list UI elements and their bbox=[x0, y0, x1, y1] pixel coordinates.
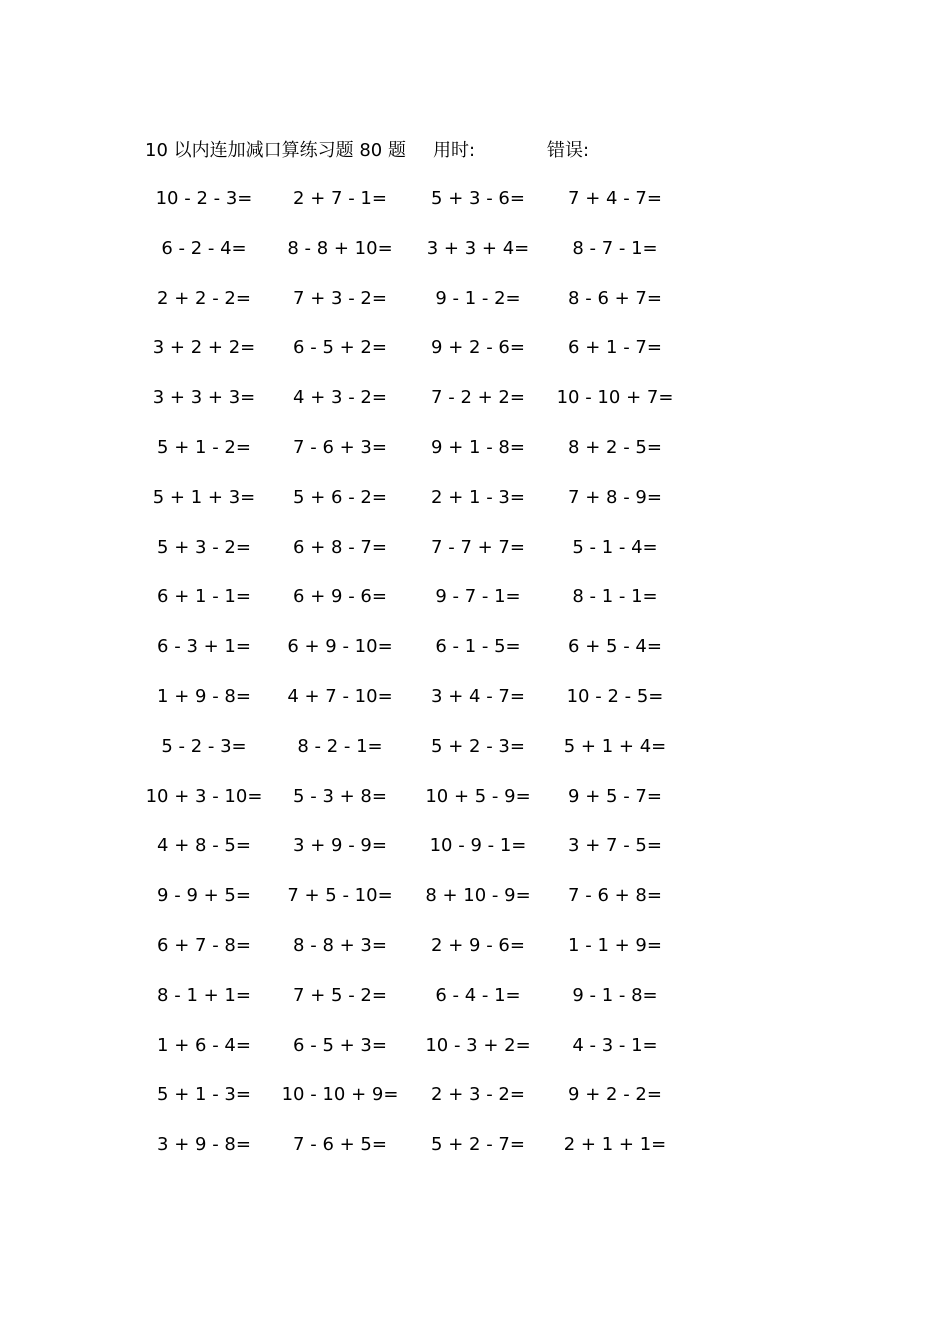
arithmetic-problem: 10 - 2 - 5= bbox=[566, 685, 664, 707]
arithmetic-problem: 3 + 3 + 3= bbox=[152, 387, 256, 409]
arithmetic-problem: 6 + 7 - 8= bbox=[157, 934, 251, 956]
arithmetic-problem: 3 + 9 - 9= bbox=[293, 835, 387, 857]
problem-row bbox=[0, 435, 950, 485]
arithmetic-problem: 2 + 1 - 3= bbox=[431, 486, 525, 508]
arithmetic-problem: 3 + 2 + 2= bbox=[152, 337, 256, 359]
problem-row bbox=[0, 1033, 950, 1083]
errors-label: 错误: bbox=[547, 140, 590, 161]
arithmetic-problem: 5 - 1 - 4= bbox=[572, 536, 658, 558]
arithmetic-problem: 6 - 4 - 1= bbox=[435, 984, 521, 1006]
problem-row bbox=[0, 634, 950, 684]
arithmetic-problem: 9 + 2 - 2= bbox=[568, 1084, 662, 1106]
arithmetic-problem: 2 + 9 - 6= bbox=[431, 934, 525, 956]
arithmetic-problem: 2 + 7 - 1= bbox=[293, 188, 387, 209]
arithmetic-problem: 4 + 8 - 5= bbox=[157, 835, 251, 857]
arithmetic-problem: 8 + 2 - 5= bbox=[568, 436, 662, 458]
arithmetic-problem: 9 - 1 - 8= bbox=[572, 984, 658, 1006]
arithmetic-problem: 8 + 10 - 9= bbox=[425, 885, 531, 907]
time-label: 用时: bbox=[433, 140, 476, 161]
arithmetic-problem: 7 + 5 - 2= bbox=[293, 984, 387, 1006]
arithmetic-problem: 5 - 3 + 8= bbox=[293, 785, 387, 807]
arithmetic-problem: 6 - 2 - 4= bbox=[161, 237, 247, 259]
problem-row bbox=[0, 535, 950, 585]
arithmetic-problem: 8 - 2 - 1= bbox=[297, 735, 383, 757]
arithmetic-problem: 3 + 9 - 8= bbox=[157, 1134, 251, 1156]
problem-row bbox=[0, 1082, 950, 1132]
arithmetic-problem: 1 + 6 - 4= bbox=[157, 1034, 251, 1056]
problem-row bbox=[0, 734, 950, 784]
arithmetic-problem: 9 + 1 - 8= bbox=[431, 436, 525, 458]
arithmetic-problem: 8 - 6 + 7= bbox=[568, 287, 662, 309]
arithmetic-problem: 5 + 1 - 2= bbox=[157, 436, 251, 458]
arithmetic-problem: 3 + 7 - 5= bbox=[568, 835, 662, 857]
arithmetic-problem: 10 + 3 - 10= bbox=[145, 785, 263, 807]
problem-grid bbox=[0, 186, 950, 1182]
arithmetic-problem: 3 + 4 - 7= bbox=[431, 685, 525, 707]
arithmetic-problem: 7 + 3 - 2= bbox=[293, 287, 387, 309]
arithmetic-problem: 10 - 10 + 7= bbox=[556, 387, 674, 409]
arithmetic-problem: 2 + 1 + 1= bbox=[563, 1134, 667, 1156]
problem-row bbox=[0, 833, 950, 883]
arithmetic-problem: 10 - 10 + 9= bbox=[281, 1084, 399, 1106]
problem-row bbox=[0, 485, 950, 535]
arithmetic-problem: 8 - 8 + 10= bbox=[287, 237, 393, 259]
arithmetic-problem: 7 + 5 - 10= bbox=[287, 885, 393, 907]
worksheet-title: 10 以内连加减口算练习题 80 题 bbox=[145, 140, 406, 161]
arithmetic-problem: 7 + 8 - 9= bbox=[568, 486, 662, 508]
problem-row bbox=[0, 335, 950, 385]
problem-row bbox=[0, 236, 950, 286]
arithmetic-problem: 7 - 6 + 5= bbox=[293, 1134, 387, 1156]
arithmetic-problem: 6 - 3 + 1= bbox=[157, 636, 251, 658]
arithmetic-problem: 5 + 1 + 4= bbox=[563, 735, 667, 757]
arithmetic-problem: 8 - 7 - 1= bbox=[572, 237, 658, 259]
arithmetic-problem: 3 + 3 + 4= bbox=[426, 237, 530, 259]
arithmetic-problem: 6 - 1 - 5= bbox=[435, 636, 521, 658]
arithmetic-problem: 9 + 2 - 6= bbox=[431, 337, 525, 359]
arithmetic-problem: 6 + 1 - 1= bbox=[157, 586, 251, 608]
arithmetic-problem: 6 + 8 - 7= bbox=[293, 536, 387, 558]
arithmetic-problem: 5 + 6 - 2= bbox=[293, 486, 387, 508]
arithmetic-problem: 7 - 6 + 3= bbox=[293, 436, 387, 458]
arithmetic-problem: 1 - 1 + 9= bbox=[568, 934, 662, 956]
arithmetic-problem: 5 + 3 - 2= bbox=[157, 536, 251, 558]
arithmetic-problem: 7 + 4 - 7= bbox=[568, 188, 662, 209]
arithmetic-problem: 6 + 5 - 4= bbox=[568, 636, 662, 658]
problem-row bbox=[0, 286, 950, 336]
problem-row bbox=[0, 784, 950, 834]
problem-row bbox=[0, 385, 950, 435]
arithmetic-problem: 6 - 5 + 2= bbox=[293, 337, 387, 359]
arithmetic-problem: 2 + 2 - 2= bbox=[157, 287, 251, 309]
arithmetic-problem: 6 - 5 + 3= bbox=[293, 1034, 387, 1056]
arithmetic-problem: 9 - 7 - 1= bbox=[435, 586, 521, 608]
arithmetic-problem: 1 + 9 - 8= bbox=[157, 685, 251, 707]
arithmetic-problem: 9 - 9 + 5= bbox=[157, 885, 251, 907]
arithmetic-problem: 5 + 1 - 3= bbox=[157, 1084, 251, 1106]
arithmetic-problem: 5 - 2 - 3= bbox=[161, 735, 247, 757]
arithmetic-problem: 5 + 2 - 3= bbox=[431, 735, 525, 757]
arithmetic-problem: 7 - 2 + 2= bbox=[431, 387, 525, 409]
arithmetic-problem: 7 - 6 + 8= bbox=[568, 885, 662, 907]
problem-row bbox=[0, 883, 950, 933]
arithmetic-problem: 4 - 3 - 1= bbox=[572, 1034, 658, 1056]
arithmetic-problem: 8 - 1 + 1= bbox=[157, 984, 251, 1006]
problem-row bbox=[0, 983, 950, 1033]
arithmetic-problem: 8 - 1 - 1= bbox=[572, 586, 658, 608]
arithmetic-problem: 9 + 5 - 7= bbox=[568, 785, 662, 807]
problem-row bbox=[0, 584, 950, 634]
problem-row bbox=[0, 1132, 950, 1182]
arithmetic-problem: 10 - 2 - 3= bbox=[155, 188, 253, 209]
arithmetic-problem: 4 + 7 - 10= bbox=[287, 685, 393, 707]
arithmetic-problem: 10 + 5 - 9= bbox=[425, 785, 531, 807]
arithmetic-problem: 10 - 9 - 1= bbox=[429, 835, 527, 857]
arithmetic-problem: 6 + 1 - 7= bbox=[568, 337, 662, 359]
problem-row bbox=[0, 933, 950, 983]
arithmetic-problem: 5 + 3 - 6= bbox=[431, 188, 525, 209]
arithmetic-problem: 6 + 9 - 10= bbox=[287, 636, 393, 658]
arithmetic-problem: 7 - 7 + 7= bbox=[431, 536, 525, 558]
arithmetic-problem: 5 + 1 + 3= bbox=[152, 486, 256, 508]
arithmetic-problem: 6 + 9 - 6= bbox=[293, 586, 387, 608]
arithmetic-problem: 10 - 3 + 2= bbox=[425, 1034, 531, 1056]
arithmetic-problem: 2 + 3 - 2= bbox=[431, 1084, 525, 1106]
arithmetic-problem: 4 + 3 - 2= bbox=[293, 387, 387, 409]
arithmetic-problem: 8 - 8 + 3= bbox=[293, 934, 387, 956]
arithmetic-problem: 9 - 1 - 2= bbox=[435, 287, 521, 309]
problem-row bbox=[0, 186, 950, 236]
arithmetic-problem: 5 + 2 - 7= bbox=[431, 1134, 525, 1156]
problem-row bbox=[0, 684, 950, 734]
